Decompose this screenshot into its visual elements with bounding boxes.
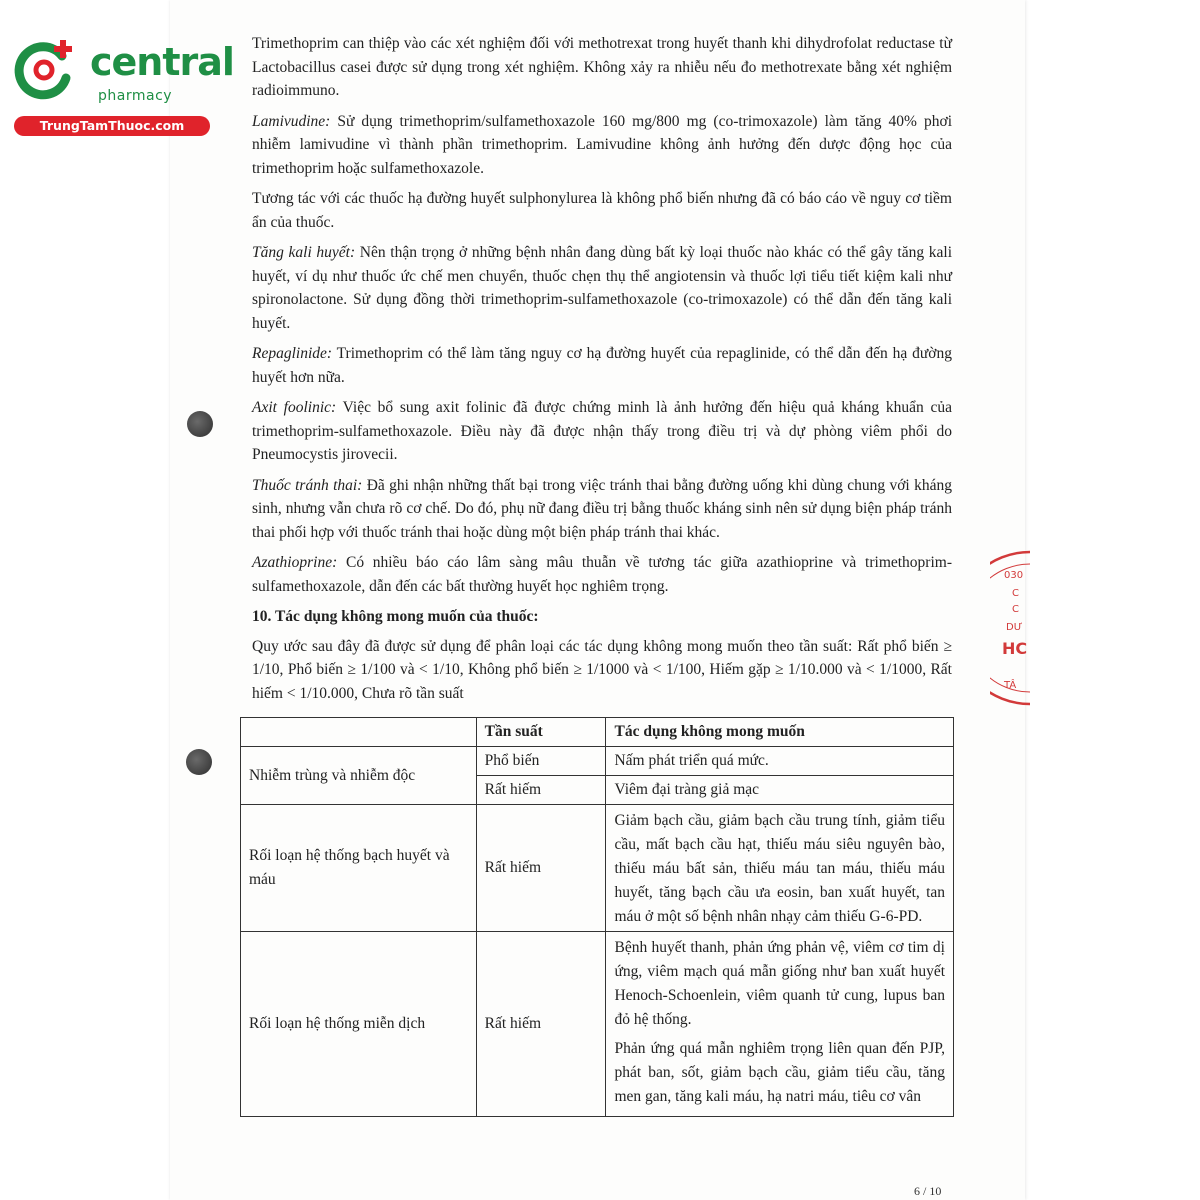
organ-cell: Nhiễm trùng và nhiễm độc	[241, 747, 477, 805]
table-header-row	[241, 718, 954, 747]
paragraph: Lamivudine: Sử dụng trimethoprim/sulfamethoxazole 160 mg/800 mg (co-trimoxazole) làm tăng 40% phơi nhiễm lamivudine vì thành phần trimethoprim. Lamivudine không ảnh hưởng đến dược động học của trimethoprim hoặc sulfamethoxazole.	[252, 112, 952, 177]
section-heading: 10. Tác dụng không mong muốn của thuốc:	[252, 608, 539, 625]
stamp-fragment: C	[1012, 604, 1019, 615]
punch-hole	[186, 749, 212, 775]
frequency-cell: Rất hiếm	[476, 932, 606, 1117]
effect-text: Phản ứng quá mẫn nghiêm trọng liên quan đến PJP, phát ban, sốt, giảm bạch cầu, giảm tiểu cầu, tăng men gan, tăng kali máu, hạ natri máu, tiêu cơ vân	[614, 1040, 945, 1105]
effect-cell	[606, 932, 954, 1117]
logo-name: central	[90, 40, 234, 84]
header-effect: Tác dụng không mong muốn	[606, 718, 954, 747]
punch-hole	[187, 411, 213, 437]
adverse-effects-table	[240, 717, 954, 1117]
pharmacy-cross-icon	[10, 36, 78, 104]
page-number: 6 / 10	[914, 1184, 942, 1198]
stamp-fragment: 030	[1004, 570, 1024, 581]
stamp-fragment: DƯ	[1006, 622, 1023, 633]
logo-banner: TrungTamThuoc.com	[14, 116, 210, 136]
effect-cell: Viêm đại tràng giả mạc	[606, 776, 954, 805]
frequency-cell: Rất hiếm	[476, 805, 606, 932]
effect-cell: Nấm phát triển quá mức.	[606, 747, 954, 776]
paragraph: Repaglinide: Trimethoprim có thể làm tăng nguy cơ hạ đường huyết của repaglinide, có thể dẫn đến hạ đường huyết hơn nữa.	[252, 345, 952, 386]
paragraph: Tăng kali huyết: Nên thận trọng ở những bệnh nhân đang dùng bất kỳ loại thuốc nào khác có thể gây tăng kali huyết, ví dụ như thuốc ức chế men chuyển, thuốc chẹn thụ thể angiotensin và thuốc lợi tiểu tiết kiệm kali như spironolactone. Sử dụng đồng thời trimethoprim-sulfamethoxazole (co-trimoxazole) có thể dẫn đến tăng kali huyết.	[252, 244, 953, 332]
paragraph: Axit foolinic: Việc bổ sung axit folinic đã được chứng minh là ảnh hưởng đến hiệu quả kháng khuẩn của trimethoprim-sulfamethoxazole. Điều này đã được nhận thấy trong điều trị và dự phòng viêm phổi do Pneumocystis jirovecii.	[252, 399, 952, 463]
frequency-cell: Rất hiếm	[476, 776, 606, 805]
stamp-fragment: HC	[1002, 639, 1028, 658]
table-row	[241, 805, 954, 932]
paragraph: Azathioprine: Có nhiều báo cáo lâm sàng mâu thuẫn về tương tác giữa azathioprine và trimethoprim-sulfamethoxazole, dẫn đến các bất thường huyết học nghiêm trọng.	[252, 554, 952, 595]
effect-cell: Giảm bạch cầu, giảm bạch cầu trung tính, giảm tiểu cầu, mất bạch cầu hạt, thiếu máu siêu nguyên bào, thiếu máu bất sản, thiếu máu tan máu, thiếu máu huyết, tăng bạch cầu ưa eosin, ban xuất huyết, tan máu ở một số bệnh nhân nhạy cảm thiếu G-6-PD.	[606, 805, 954, 932]
stamp-fragment: C	[1012, 588, 1019, 599]
table-row	[241, 932, 954, 1117]
organ-cell: Rối loạn hệ thống miễn dịch	[241, 932, 477, 1117]
paragraph: Thuốc tránh thai: Đã ghi nhận những thất bại trong việc tránh thai bằng đường uống khi dùng chung với kháng sinh, nhưng vẫn chưa rõ cơ chế. Do đó, phụ nữ đang điều trị bằng thuốc kháng sinh nên sử dụng biện pháp tránh thai phối hợp với thuốc tránh thai hoặc dùng một biện pháp tránh thai khác.	[252, 476, 952, 541]
red-stamp-icon	[990, 548, 1030, 708]
organ-cell: Rối loạn hệ thống bạch huyết và máu	[241, 805, 477, 932]
paragraph: Tương tác với các thuốc hạ đường huyết sulphonylurea là không phổ biến nhưng đã có báo cáo về nguy cơ tiềm ẩn của thuốc.	[252, 190, 952, 231]
document-body	[252, 32, 952, 712]
paragraph: Trimethoprim can thiệp vào các xét nghiệm đối với methotrexat trong huyết thanh khi dihydrofolat reductase từ Lactobacillus casei được sử dụng trong xét nghiệm. Không xảy ra nhiễu nếu đo methotrexate bằng xét nghiệm radioimmuno.	[252, 35, 952, 99]
header-frequency: Tần suất	[476, 718, 606, 747]
logo-sub: pharmacy	[98, 88, 173, 104]
central-pharmacy-logo[interactable]	[10, 36, 234, 136]
effect-text: Bệnh huyết thanh, phản ứng phản vệ, viêm cơ tim dị ứng, viêm mạch quá mẫn giống như ban xuất huyết Henoch-Schoenlein, viêm quanh tử cung, lupus ban đỏ hệ thống.	[614, 939, 945, 1028]
stamp-fragment: TÂ	[1004, 680, 1017, 691]
section-intro: Quy ước sau đây đã được sử dụng để phân loại các tác dụng không mong muốn theo tần suất: Rất phổ biến ≥ 1/10, Phổ biến ≥ 1/100 và < 1/10, Không phổ biến ≥ 1/1000 và < 1/100, Hiếm gặp ≥ 1/10.000 và < 1/1000, Rất hiếm < 1/10.000, Chưa rõ tần suất	[252, 637, 952, 702]
table-row	[241, 747, 954, 776]
header-organ	[241, 718, 477, 747]
frequency-cell: Phổ biến	[476, 747, 606, 776]
